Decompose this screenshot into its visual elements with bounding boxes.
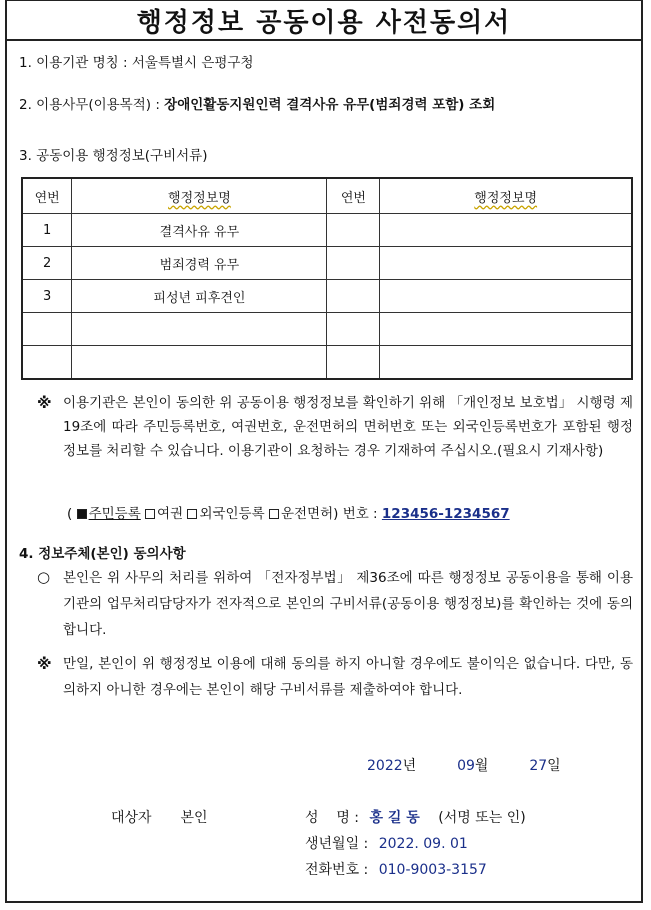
checkbox-empty-icon[interactable] xyxy=(269,509,279,519)
row-1-no-2 xyxy=(327,214,380,247)
subject-label: 대상자 xyxy=(111,810,152,826)
row-4-no xyxy=(22,313,72,346)
row-5-no-2 xyxy=(327,346,380,380)
id-option-license[interactable] xyxy=(269,506,338,522)
shared-info-label: 3. 공동이용 행정정보(구비서류) xyxy=(19,148,208,164)
date-line xyxy=(367,755,561,775)
header-info-name-1-text: 행정정보명 xyxy=(168,190,231,206)
id-option-foreigner[interactable] xyxy=(187,506,264,522)
note1-mark: ※ xyxy=(37,394,52,412)
shared-info-heading xyxy=(19,144,208,164)
note2-text: 만일, 본인이 위 행정정보 이용에 대해 동의를 하지 아니할 경우에도 불이익은 없습니다. 다만, 동의하지 아니한 경우에는 본인이 해당 구비서류를 제출하여야 합니다. xyxy=(63,656,633,698)
sign-note: (서명 또는 인) xyxy=(438,810,526,826)
row-3-info: 피성년 피후견인 xyxy=(72,280,327,313)
shared-info-table xyxy=(21,177,633,380)
consent-heading xyxy=(19,542,186,562)
name-label: 성 명 : xyxy=(305,810,360,826)
header-info-name-2-text: 행정정보명 xyxy=(474,190,538,206)
table-row xyxy=(22,214,632,247)
date-year-unit: 년 xyxy=(402,758,417,774)
row-4-no-2 xyxy=(327,313,380,346)
id-number-value: 123456-1234567 xyxy=(381,506,510,522)
name-line xyxy=(305,807,526,827)
agency-line xyxy=(19,51,254,71)
subject-line xyxy=(111,807,208,827)
date-day-unit: 일 xyxy=(547,758,561,774)
phone-value: 010-9003-3157 xyxy=(378,862,487,878)
note2-mark: ※ xyxy=(37,655,52,673)
id-type-line xyxy=(67,502,510,522)
header-info-name-1 xyxy=(72,178,327,214)
id-option-passport[interactable] xyxy=(145,506,183,522)
row-1-info-2 xyxy=(380,214,632,247)
consent-text: 본인은 위 사무의 처리를 위하여 「전자정부법」 제36조에 따른 행정정보 공동이용을 통해 이용기관의 업무처리담당자가 전자적으로 본인의 구비서류(공동이용 행정정보)를 확인하는 것에 동의합니다. xyxy=(63,570,633,638)
purpose-line xyxy=(19,93,495,113)
subject-value: 본인 xyxy=(180,810,208,826)
consent-form xyxy=(5,0,643,903)
id-option-resident[interactable] xyxy=(77,506,141,522)
row-1-no: 1 xyxy=(22,214,72,247)
purpose-label: 2. 이용사무(이용목적) : xyxy=(19,97,160,113)
header-no-1: 연번 xyxy=(22,178,72,214)
table-row xyxy=(22,247,632,280)
table-row xyxy=(22,313,632,346)
purpose-value: 장애인활동지원인력 결격사유 유무(범죄경력 포함) 조회 xyxy=(164,97,496,113)
table-header-row xyxy=(22,178,632,214)
date-month-unit: 월 xyxy=(474,758,489,774)
checkbox-empty-icon[interactable] xyxy=(187,509,197,519)
consent-heading-label: 4. 정보주체(본인) 동의사항 xyxy=(19,546,186,562)
page-title: 행정정보 공동이용 사전동의서 xyxy=(136,7,512,38)
title-bar xyxy=(7,1,641,41)
row-2-no-2 xyxy=(327,247,380,280)
checkbox-empty-icon[interactable] xyxy=(145,509,155,519)
table-row xyxy=(22,346,632,380)
row-3-no: 3 xyxy=(22,280,72,313)
id-option-passport-label: 여권 xyxy=(157,506,184,522)
row-3-no-2 xyxy=(327,280,380,313)
row-3-info-2 xyxy=(380,280,632,313)
note1-text: 이용기관은 본인이 동의한 위 공동이용 행정정보를 확인하기 위해 「개인정보 보호법」 시행령 제19조에 따라 주민등록번호, 여권번호, 운전면허의 면허번호 또는 외국인등록번호가 포함된 행정정보를 처리할 수 있습니다. 이용기관이 요청하는 경우 기재하여 주십시오.(필요시 기재사항) xyxy=(63,395,633,459)
header-info-name-2 xyxy=(380,178,632,214)
id-option-license-label: 운전면허) xyxy=(280,506,339,522)
row-5-info-2 xyxy=(380,346,632,380)
agency-label: 1. 이용기관 명칭 : xyxy=(19,55,128,71)
birth-label: 생년월일 : xyxy=(305,836,369,852)
date-month: 09 xyxy=(457,758,475,774)
phone-label: 전화번호 : xyxy=(305,862,369,878)
row-5-no xyxy=(22,346,72,380)
row-2-info-2 xyxy=(380,247,632,280)
agency-value: 서울특별시 은평구청 xyxy=(131,55,254,71)
table-row xyxy=(22,280,632,313)
id-option-foreigner-label: 외국인등록 xyxy=(199,506,265,522)
id-option-resident-label: 주민등록 xyxy=(88,506,141,522)
date-day: 27 xyxy=(529,758,548,774)
consent-mark: ○ xyxy=(37,568,51,586)
id-number-label: 번호 : xyxy=(342,506,378,522)
phone-line xyxy=(305,859,487,879)
checkbox-checked-icon[interactable] xyxy=(77,509,87,519)
id-open-paren: ( xyxy=(67,506,73,522)
row-5-info xyxy=(72,346,327,380)
birth-value: 2022. 09. 01 xyxy=(378,836,468,852)
header-no-2: 연번 xyxy=(327,178,380,214)
name-value: 홍 길 동 xyxy=(369,810,420,826)
birth-line xyxy=(305,833,468,853)
row-4-info-2 xyxy=(380,313,632,346)
row-4-info xyxy=(72,313,327,346)
row-1-info: 결격사유 유무 xyxy=(72,214,327,247)
row-2-info: 범죄경력 유무 xyxy=(72,247,327,280)
date-year: 2022 xyxy=(367,758,403,774)
row-2-no: 2 xyxy=(22,247,72,280)
